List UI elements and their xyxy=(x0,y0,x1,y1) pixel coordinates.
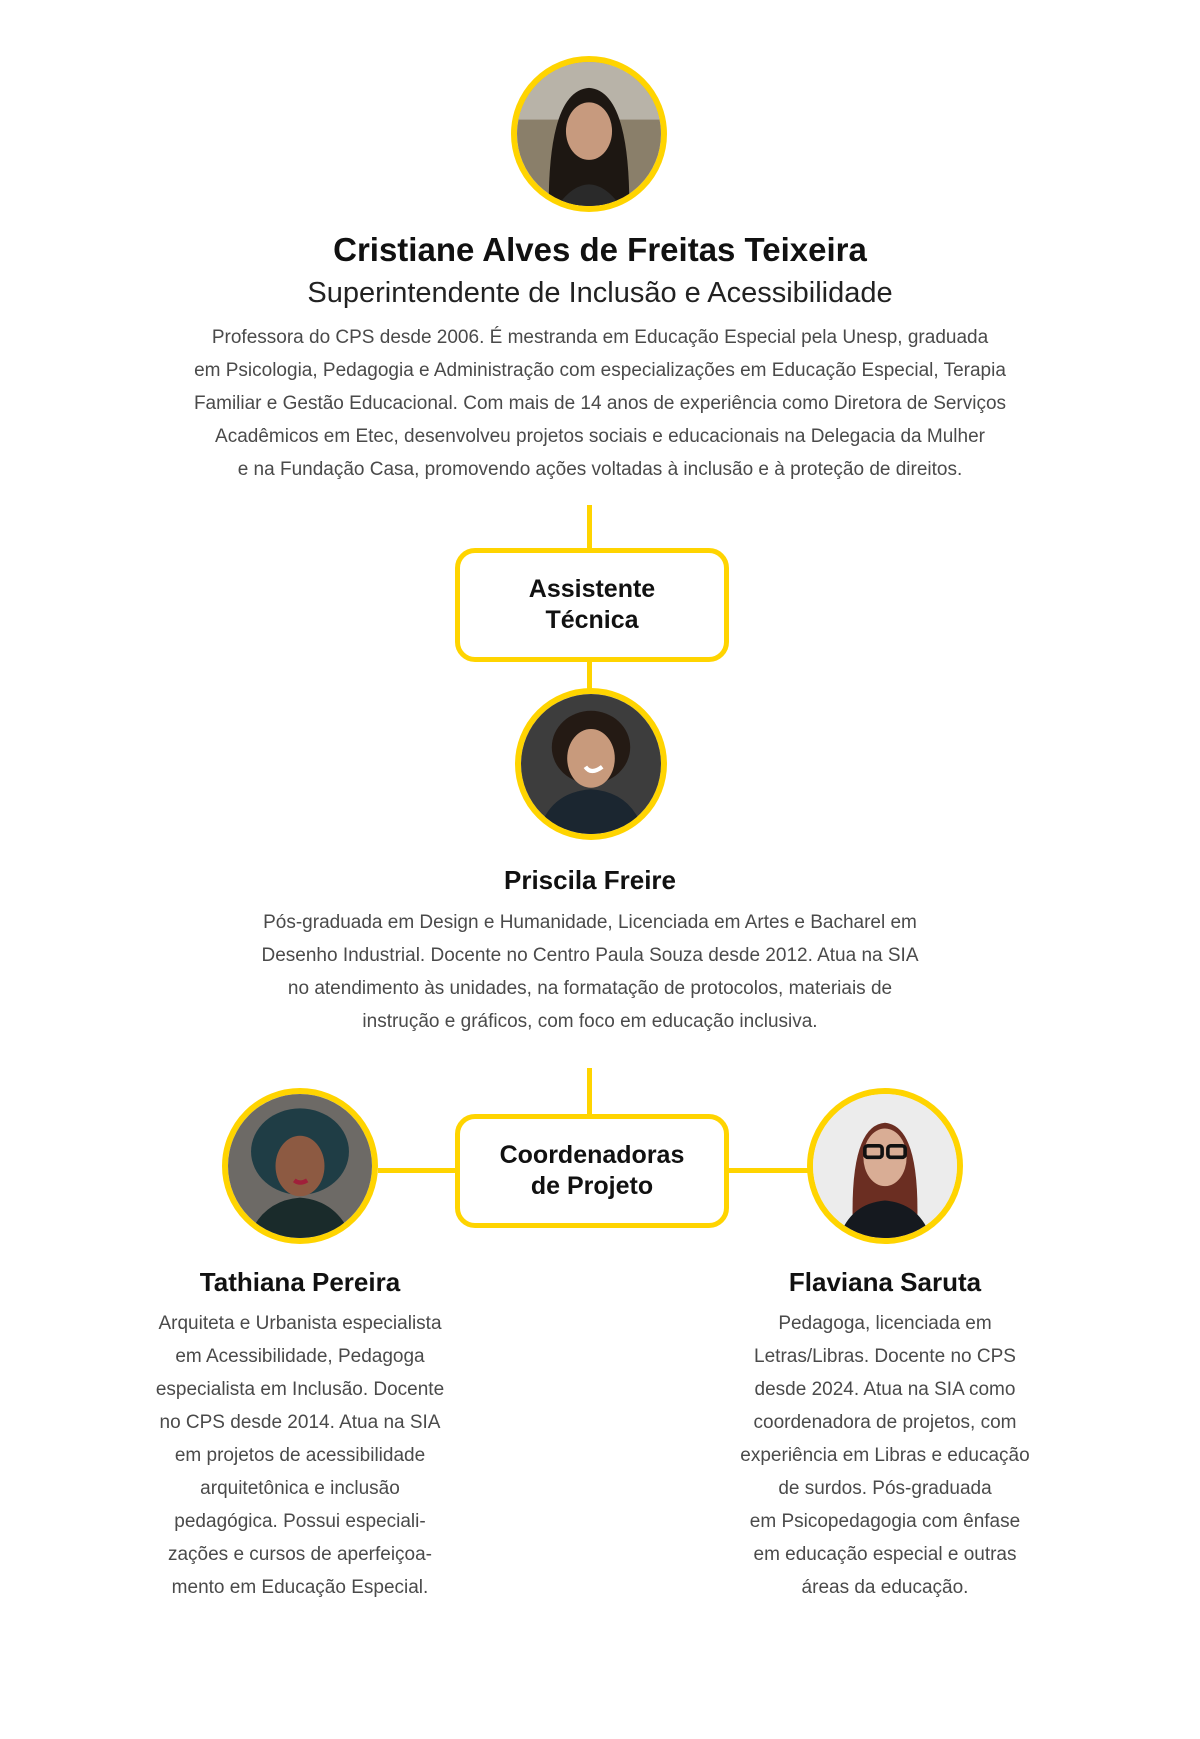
avatar-flaviana xyxy=(807,1088,963,1244)
portrait-photo-icon xyxy=(517,62,661,206)
coordinator-bio-line: arquitetônica e inclusão xyxy=(200,1478,400,1499)
coordinator-name: Flaviana Saruta xyxy=(788,1267,982,1297)
coordinator-bio-line: pedagógica. Possui especiali- xyxy=(174,1511,426,1532)
assistant-bio-line: no atendimento às unidades, na formatação de protocolos, materiais de xyxy=(287,978,893,999)
avatar-priscila xyxy=(515,688,667,840)
coordinator-bio-line: mento em Educação Especial. xyxy=(171,1577,429,1598)
coordinator-bio-line: Letras/Libras. Docente no CPS xyxy=(754,1346,1016,1367)
coordinator-bio-line: Arquiteta e Urbanista especialista xyxy=(158,1313,442,1334)
coordinator-bio-line: coordenadora de projetos, com xyxy=(753,1412,1017,1433)
head-bio-line: em Psicologia, Pedagogia e Administração com especializações em Educação Especial, Terapia xyxy=(194,360,1006,381)
connector-line xyxy=(587,1068,592,1116)
coordinator-bio-line: de surdos. Pós-graduada xyxy=(778,1478,992,1499)
coordinator-bio-line: desde 2024. Atua na SIA como xyxy=(754,1379,1016,1400)
coordinator-bio-line: experiência em Libras e educação xyxy=(740,1445,1030,1466)
coordinator-bio-line: áreas da educação. xyxy=(801,1577,969,1598)
head-bio-line: Acadêmicos em Etec, desenvolveu projetos sociais e educacionais na Delegacia da Mulher xyxy=(215,426,985,447)
assistant-bio-line: Pós-graduada em Design e Humanidade, Licenciada em Artes e Bacharel em xyxy=(263,912,917,933)
head-title: Superintendente de Inclusão e Acessibilidade xyxy=(307,277,893,309)
connector-line xyxy=(724,1168,808,1173)
coordinator-name: Tathiana Pereira xyxy=(199,1267,401,1297)
coordinator-bio-line: em projetos de acessibilidade xyxy=(174,1445,426,1466)
coordinator-bio-line: em Psicopedagogia com ênfase xyxy=(749,1511,1021,1532)
head-bio-line: Familiar e Gestão Educacional. Com mais de 14 anos de experiência como Diretora de Serviços xyxy=(193,393,1007,414)
avatar-tathiana xyxy=(222,1088,378,1244)
coordinator-bio-line: no CPS desde 2014. Atua na SIA xyxy=(159,1412,441,1433)
coordinator-bio-line: Pedagoga, licenciada em xyxy=(778,1313,992,1334)
portrait-photo-icon xyxy=(521,694,661,834)
head-bio-line: Professora do CPS desde 2006. É mestranda em Educação Especial pela Unesp, graduada xyxy=(211,327,989,348)
assistant-label: Assistente Técnica xyxy=(528,575,656,634)
assistant-bio-line: Desenho Industrial. Docente no Centro Paula Souza desde 2012. Atua na SIA xyxy=(261,945,919,966)
assistant-label-box xyxy=(455,548,729,662)
assistant-bio-line: instrução e gráficos, com foco em educação inclusiva. xyxy=(362,1011,818,1032)
connector-line xyxy=(587,505,592,550)
head-bio-line: e na Fundação Casa, promovendo ações voltadas à inclusão e à proteção de direitos. xyxy=(237,459,963,480)
coordinators-label: Coordenadoras de Projeto xyxy=(499,1141,685,1200)
coordinator-bio-line: especialista em Inclusão. Docente xyxy=(155,1379,445,1400)
assistant-name: Priscila Freire xyxy=(504,865,676,895)
coordinator-bio-line: em Acessibilidade, Pedagoga xyxy=(175,1346,425,1367)
head-name: Cristiane Alves de Freitas Teixeira xyxy=(333,231,867,268)
coordinator-bio-line: zações e cursos de aperfeiçoa- xyxy=(167,1544,433,1565)
avatar-cristiane xyxy=(511,56,667,212)
coordinators-label-box xyxy=(455,1114,729,1228)
coordinator-bio-line: em educação especial e outras xyxy=(753,1544,1017,1565)
portrait-photo-icon xyxy=(228,1094,372,1238)
portrait-photo-icon xyxy=(813,1094,957,1238)
connector-line xyxy=(378,1168,458,1173)
